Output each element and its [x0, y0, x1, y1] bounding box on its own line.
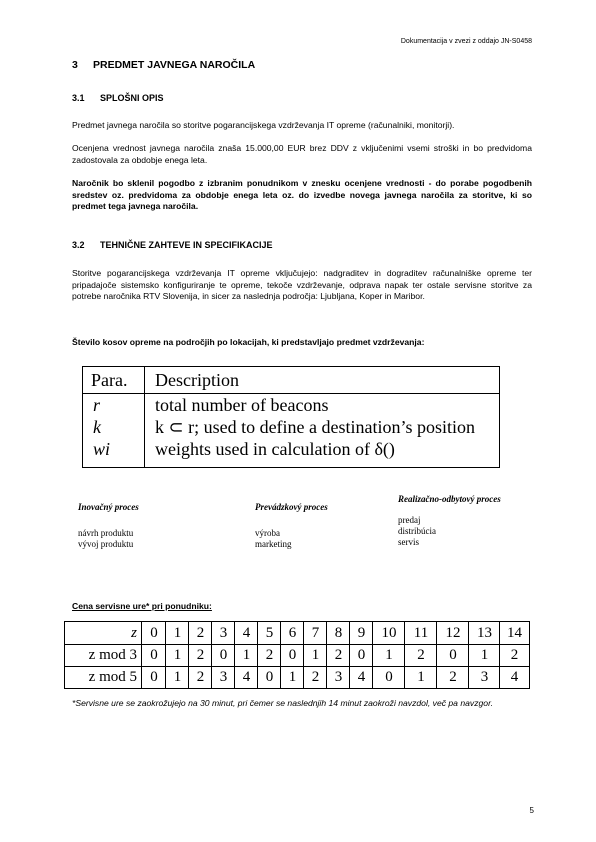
- table-cell: 3: [211, 666, 235, 688]
- table-cell: 4: [234, 622, 258, 644]
- process-column: [78, 502, 139, 550]
- table-cell: 2: [188, 666, 212, 688]
- process-item: návrh produktu: [78, 528, 134, 538]
- table-cell: 14: [499, 622, 529, 644]
- section-title: TEHNIČNE ZAHTEVE IN SPECIFIKACIJE: [100, 240, 273, 250]
- equipment-heading: Število kosov opreme na področjih po lokacijah, ki predstavljajo predmet vzdrževanja:: [72, 337, 425, 347]
- table-cell: 7: [303, 622, 327, 644]
- section-heading-3-1: [72, 93, 164, 103]
- page-number: 5: [529, 806, 534, 815]
- table-cell: 0: [436, 644, 469, 666]
- table-cell: 10: [372, 622, 405, 644]
- table-cell: 11: [404, 622, 437, 644]
- table-cell: 1: [165, 622, 189, 644]
- param-description: weights used in calculation of δ(): [155, 439, 395, 459]
- table-cell: 1: [165, 644, 189, 666]
- paragraph-estimated-value: Ocenjena vrednost javnega naročila znaša 15.000,00 EUR brez DDV z vključenimi vsemi stroški in bo predvidoma zadostovala za obdobje enega leta.: [72, 143, 532, 165]
- param-symbol: k: [93, 417, 101, 437]
- param-header-description: Description: [155, 370, 239, 390]
- footnote: *Servisne ure se zaokrožujejo na 30 minut, pri čemer se naslednjih 14 minut zaokroži navzdol, več pa navzgor.: [72, 698, 493, 708]
- table-row: [65, 622, 529, 645]
- process-title: Prevádzkový proces: [255, 502, 328, 512]
- process-item: distribúcia: [398, 526, 436, 536]
- table-cell: 0: [349, 644, 373, 666]
- table-divider: [83, 393, 499, 394]
- document-reference: Dokumentacija v zvezi z oddajo JN-S0458: [400, 38, 532, 45]
- paragraph-subject: Predmet javnega naročila so storitve pogarancijskega vzdrževanja IT opreme (računalniki, monitorji).: [72, 120, 455, 130]
- table-cell: 8: [326, 622, 350, 644]
- table-cell: 2: [303, 666, 327, 688]
- table-cell: 3: [468, 666, 500, 688]
- section-title: SPLOŠNI OPIS: [100, 93, 164, 103]
- table-cell: 5: [257, 622, 281, 644]
- row-label: z: [131, 625, 137, 641]
- table-cell: 3: [211, 622, 235, 644]
- table-cell: 2: [188, 644, 212, 666]
- param-symbol: r: [93, 395, 101, 415]
- process-column: [255, 502, 328, 550]
- process-column: [398, 494, 501, 548]
- section-heading-3: [72, 59, 255, 71]
- process-item: predaj: [398, 515, 421, 525]
- process-title: Realizačno-odbytový proces: [398, 494, 501, 504]
- table-cell: 6: [280, 622, 304, 644]
- table-cell: 4: [499, 666, 529, 688]
- section-number: 3.2: [72, 240, 85, 250]
- table-cell: 0: [280, 644, 304, 666]
- table-cell: 12: [436, 622, 469, 644]
- table-cell: 0: [372, 666, 405, 688]
- row-label: z mod 3: [88, 647, 137, 663]
- table-cell: 0: [257, 666, 281, 688]
- table-cell: 0: [141, 666, 166, 688]
- table-cell: 13: [468, 622, 500, 644]
- table-cell: 2: [188, 622, 212, 644]
- table-cell: 1: [404, 666, 437, 688]
- table-cell: 1: [468, 644, 500, 666]
- table-cell: 1: [234, 644, 258, 666]
- table-cell: 2: [404, 644, 437, 666]
- table-cell: 3: [326, 666, 350, 688]
- paragraph-contract-terms: Naročnik bo sklenil pogodbo z izbranim ponudnikom v znesku ocenjene vrednosti - do porabe pogodbenih sredstev oz. predvidoma za obdobje enega leta oz. do izvedbe novega javnega naročila za storitve, ki so predmet tega javnega naročila.: [72, 178, 532, 211]
- section-number: 3: [72, 59, 78, 71]
- table-row: [65, 666, 529, 688]
- table-divider: [144, 367, 145, 467]
- section-number: 3.1: [72, 93, 85, 103]
- table-cell: 0: [141, 644, 166, 666]
- process-item: výroba: [255, 528, 280, 538]
- process-item: marketing: [255, 539, 292, 549]
- table-cell: 0: [141, 622, 166, 644]
- price-heading: Cena servisne ure* pri ponudniku:: [72, 601, 212, 611]
- section-heading-3-2: [72, 240, 273, 250]
- table-cell: 2: [436, 666, 469, 688]
- process-item: vývoj produktu: [78, 539, 134, 549]
- parameter-table: [82, 366, 500, 468]
- table-cell: 4: [349, 666, 373, 688]
- param-description: total number of beacons: [155, 395, 329, 415]
- table-cell: 0: [211, 644, 235, 666]
- table-cell: 1: [165, 666, 189, 688]
- table-cell: 4: [234, 666, 258, 688]
- section-title: PREDMET JAVNEGA NAROČILA: [93, 59, 256, 71]
- table-row: [65, 644, 529, 667]
- process-title: Inovačný proces: [78, 502, 139, 512]
- process-item: servis: [398, 537, 419, 547]
- param-header-para: Para.: [91, 370, 128, 390]
- table-cell: 1: [280, 666, 304, 688]
- table-cell: 1: [372, 644, 405, 666]
- row-label: z mod 5: [88, 669, 137, 685]
- table-cell: 2: [499, 644, 529, 666]
- modulo-table: [64, 621, 530, 689]
- param-description: k ⊂ r; used to define a destination’s position: [155, 417, 476, 437]
- table-cell: 1: [303, 644, 327, 666]
- param-symbol: wi: [93, 439, 111, 459]
- table-cell: 2: [326, 644, 350, 666]
- paragraph-services: Storitve pogarancijskega vzdrževanja IT opreme vključujejo: nadgraditev in dograditev računalniške opreme ter pripadajoče sistemsko konfiguriranje te opreme, tekoče vzdrževanje, odprava napak ter ostale servisne storitve za potrebe naročnika RTV Slovenija, in sicer za naslednja področja: Ljubljana, Koper in Maribor.: [72, 268, 532, 301]
- table-cell: 9: [349, 622, 373, 644]
- table-cell: 2: [257, 644, 281, 666]
